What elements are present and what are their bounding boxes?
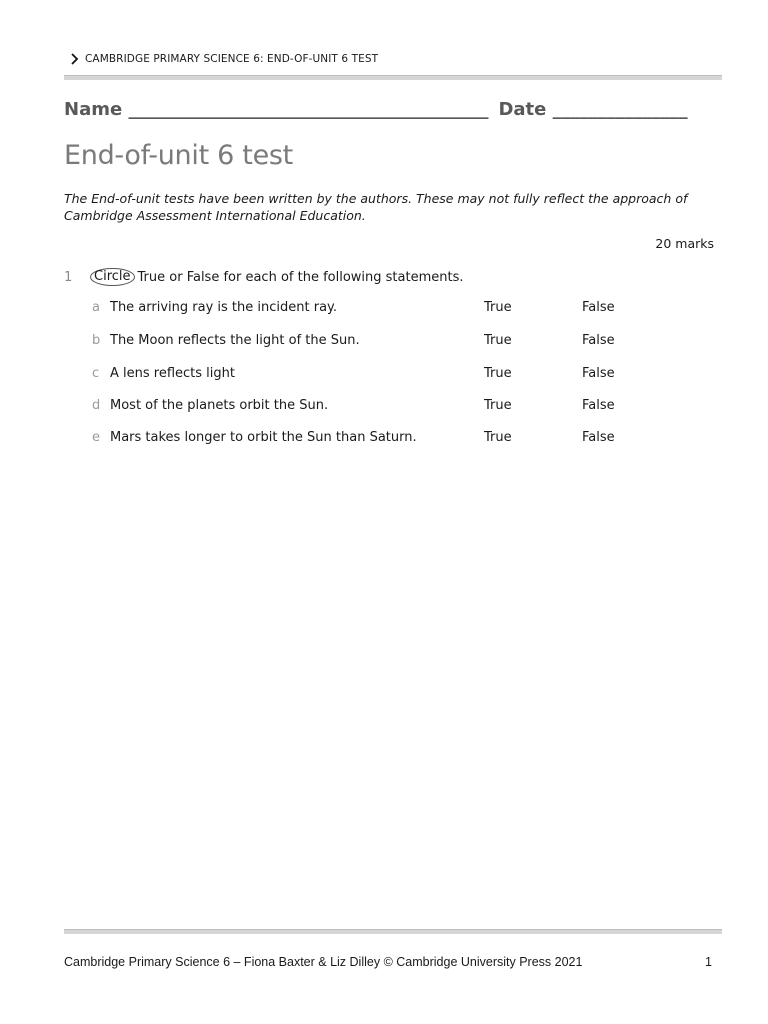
- chevron-right-icon: [68, 52, 82, 66]
- statement-text: The arriving ray is the incident ray.: [110, 300, 338, 315]
- running-title: CAMBRIDGE PRIMARY SCIENCE 6: END-OF-UNIT 6 TEST: [85, 53, 379, 65]
- running-header: [68, 52, 378, 66]
- false-option[interactable]: False: [582, 333, 615, 348]
- false-option[interactable]: False: [582, 398, 615, 413]
- footer-divider: [64, 929, 722, 934]
- true-option[interactable]: True: [484, 366, 512, 381]
- page-title: End-of-unit 6 test: [64, 140, 293, 171]
- page-number: 1: [705, 955, 712, 969]
- name-field[interactable]: Name ________________________________________: [64, 99, 489, 120]
- question-number: 1: [64, 269, 73, 285]
- total-marks: 20 marks: [655, 236, 714, 251]
- statement-text: Mars takes longer to orbit the Sun than Saturn.: [110, 430, 417, 445]
- true-option[interactable]: True: [484, 300, 512, 315]
- statement-row: [92, 430, 615, 445]
- name-date-line: [64, 99, 688, 120]
- statement-row: [92, 333, 615, 348]
- statement-row: [92, 366, 615, 381]
- statement-row: [92, 300, 615, 315]
- question-1: [64, 268, 464, 286]
- false-option[interactable]: False: [582, 366, 615, 381]
- item-letter: e: [92, 430, 100, 445]
- false-option[interactable]: False: [582, 300, 615, 315]
- footer-credit: Cambridge Primary Science 6 – Fiona Baxter & Liz Dilley © Cambridge University Press 2021: [64, 955, 583, 969]
- true-option[interactable]: True: [484, 398, 512, 413]
- item-letter: a: [92, 300, 100, 315]
- circled-word: Circle: [90, 268, 135, 286]
- statement-text: A lens reflects light: [110, 366, 235, 381]
- true-option[interactable]: True: [484, 430, 512, 445]
- item-letter: d: [92, 398, 101, 413]
- statement-row: [92, 398, 615, 413]
- date-field[interactable]: Date _______________: [498, 99, 688, 120]
- item-letter: b: [92, 333, 101, 348]
- intro-note: The End-of-unit tests have been written by the authors. These may not fully reflect the approach of Cambridge Assessment International Education.: [64, 191, 688, 223]
- question-instruction: True or False for each of the following statements.: [137, 269, 464, 285]
- item-letter: c: [92, 366, 100, 381]
- statement-text: Most of the planets orbit the Sun.: [110, 398, 329, 413]
- true-option[interactable]: True: [484, 333, 512, 348]
- header-divider: [64, 75, 722, 80]
- false-option[interactable]: False: [582, 430, 615, 445]
- statement-text: The Moon reflects the light of the Sun.: [110, 333, 360, 348]
